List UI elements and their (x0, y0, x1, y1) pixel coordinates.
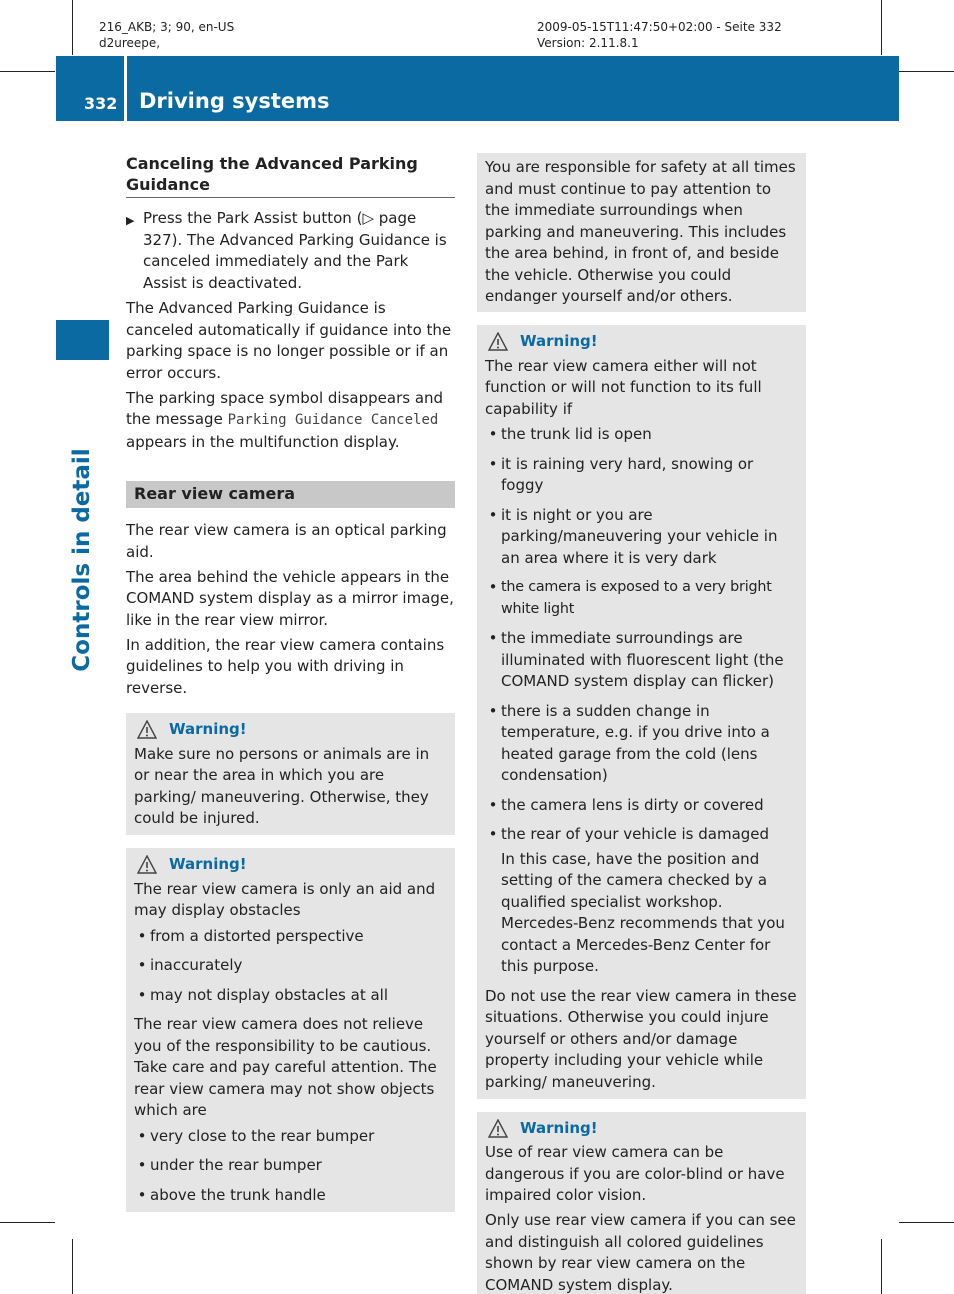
step-arrow-icon: ▶ (126, 214, 135, 227)
page-number: 332 (84, 94, 118, 113)
warning-text: The rear view camera is only an aid and may display obstacles (134, 879, 436, 919)
warning-triangle-icon (488, 332, 508, 351)
rear-camera-heading: Rear view camera (126, 481, 455, 508)
header-divider (124, 56, 127, 121)
list-item: • the trunk lid is open (488, 425, 652, 443)
list-item: • under the rear bumper (137, 1156, 322, 1174)
list-item: • may not display obstacles at all (137, 985, 388, 1004)
warning-title: Warning! (169, 855, 247, 873)
warning-text: Only use rear view camera if you can see and distinguish all colored guidelines shown by rear view camera on the COMAND system display. (485, 1211, 796, 1294)
list-item: • it is raining very hard, snowing or foggy (488, 454, 754, 494)
meta-version: Version: 2.11.8.1 (537, 36, 639, 50)
warning-text: Do not use the rear view camera in these situations. Otherwise you could injure yourself or others and/or damage property including your vehicle while parking/ maneuvering. (485, 986, 797, 1091)
crop-mark (881, 1239, 882, 1294)
meta-timestamp: 2009-05-15T11:47:50+02:00 - Seite 332 (537, 20, 782, 34)
crop-mark (0, 1222, 55, 1223)
warning-triangle-icon (137, 720, 157, 739)
list-item: • there is a sudden change in temperature, e.g. if you drive into a heated garage from the cold (lens condensation) (488, 701, 770, 784)
crop-mark (899, 71, 954, 72)
instruction-step (126, 208, 455, 294)
side-chapter-label: Controls in detail (69, 448, 95, 672)
crop-mark (899, 1222, 954, 1223)
side-tab-marker (56, 320, 109, 360)
warning-text: The rear view camera does not relieve you of the responsibility to be cautious. Take care and pay careful attention. The rear view camera may not show objects which are (134, 1015, 437, 1119)
print-meta-left (99, 19, 234, 51)
warning-triangle-icon (137, 855, 157, 874)
list-item: • the camera is exposed to a very bright white light (488, 578, 772, 617)
warning-box (477, 325, 806, 1099)
list-item: • the immediate surroundings are illuminated with fluorescent light (the COMAND system display can flicker) (488, 629, 784, 690)
list-item: • above the trunk handle (137, 1185, 326, 1204)
left-column (126, 153, 455, 1212)
print-meta-right (537, 19, 782, 51)
display-message: Parking Guidance Canceled (227, 412, 439, 428)
warning-title: Warning! (520, 332, 598, 350)
meta-author: d2ureepe, (99, 36, 161, 50)
warning-text: Make sure no persons or animals are in or near the area in which you are parking/ maneuvering. Otherwise, they could be injured. (134, 744, 430, 827)
warning-header (485, 331, 798, 353)
cancel-heading: Canceling the Advanced Parking Guidance (126, 153, 455, 198)
right-column (477, 153, 806, 1294)
list-item: • very close to the rear bumper (137, 1126, 375, 1145)
cancel-paragraph: The Advanced Parking Guidance is canceled automatically if guidance into the parking space is no longer possible or if an error occurs. (126, 299, 452, 382)
warning-box (126, 713, 455, 835)
crop-mark (0, 71, 55, 72)
rear-camera-intro: The rear view camera is an optical parking aid. (126, 521, 447, 561)
warning-box (477, 1112, 806, 1294)
crop-mark (881, 0, 882, 55)
warning-header (485, 1118, 798, 1140)
crop-mark (72, 1239, 73, 1294)
list-item: • from a distorted perspective (137, 926, 364, 945)
warning-header (134, 719, 447, 741)
message-paragraph: The parking space symbol disappears and the message Parking Guidance Canceled appears in the multifunction display. (126, 388, 444, 451)
list-item: • it is night or you are parking/maneuvering your vehicle in an area where it is very dark (488, 505, 778, 567)
warning-header (134, 854, 447, 876)
list-item: • the rear of your vehicle is damaged (488, 825, 770, 843)
section-title: Driving systems (139, 89, 330, 113)
crop-mark (72, 0, 73, 55)
page-ref-icon: ▷ (362, 209, 374, 227)
rear-camera-display: The area behind the vehicle appears in the COMAND system display as a mirror image, like in the rear view mirror. (126, 567, 454, 629)
warning-box (126, 848, 455, 1212)
damaged-note: In this case, have the position and setting of the camera checked by a qualified specialist workshop. Mercedes-Benz recommends that you contact a Mercedes-Benz Center for this purpose. (501, 849, 785, 975)
step-text: Press the Park Assist button (▷ page 327). The Advanced Parking Guidance is canceled immediately and the Park Assist is deactivated. (143, 209, 447, 292)
safety-notice-text: You are responsible for safety at all times and must continue to pay attention to the immediate surroundings when parking and maneuvering. This includes the area behind, in front of, and beside the vehicle. Otherwise you could endanger yourself and/or others. (485, 158, 796, 305)
safety-notice-box (477, 153, 806, 312)
warning-text: The rear view camera either will not function or will not function to its full capability if (485, 356, 762, 418)
list-item: • inaccurately (137, 956, 243, 974)
warning-triangle-icon (488, 1119, 508, 1138)
list-item: • the camera lens is dirty or covered (488, 795, 764, 814)
warning-title: Warning! (520, 1118, 598, 1137)
rear-camera-guidelines: In addition, the rear view camera contains guidelines to help you with driving in reverse. (126, 635, 445, 697)
warning-text: Use of rear view camera can be dangerous if you are color-blind or have impaired color vision. (485, 1143, 785, 1204)
warning-title: Warning! (169, 720, 247, 738)
meta-doc-id: 216_AKB; 3; 90, en-US (99, 20, 235, 34)
